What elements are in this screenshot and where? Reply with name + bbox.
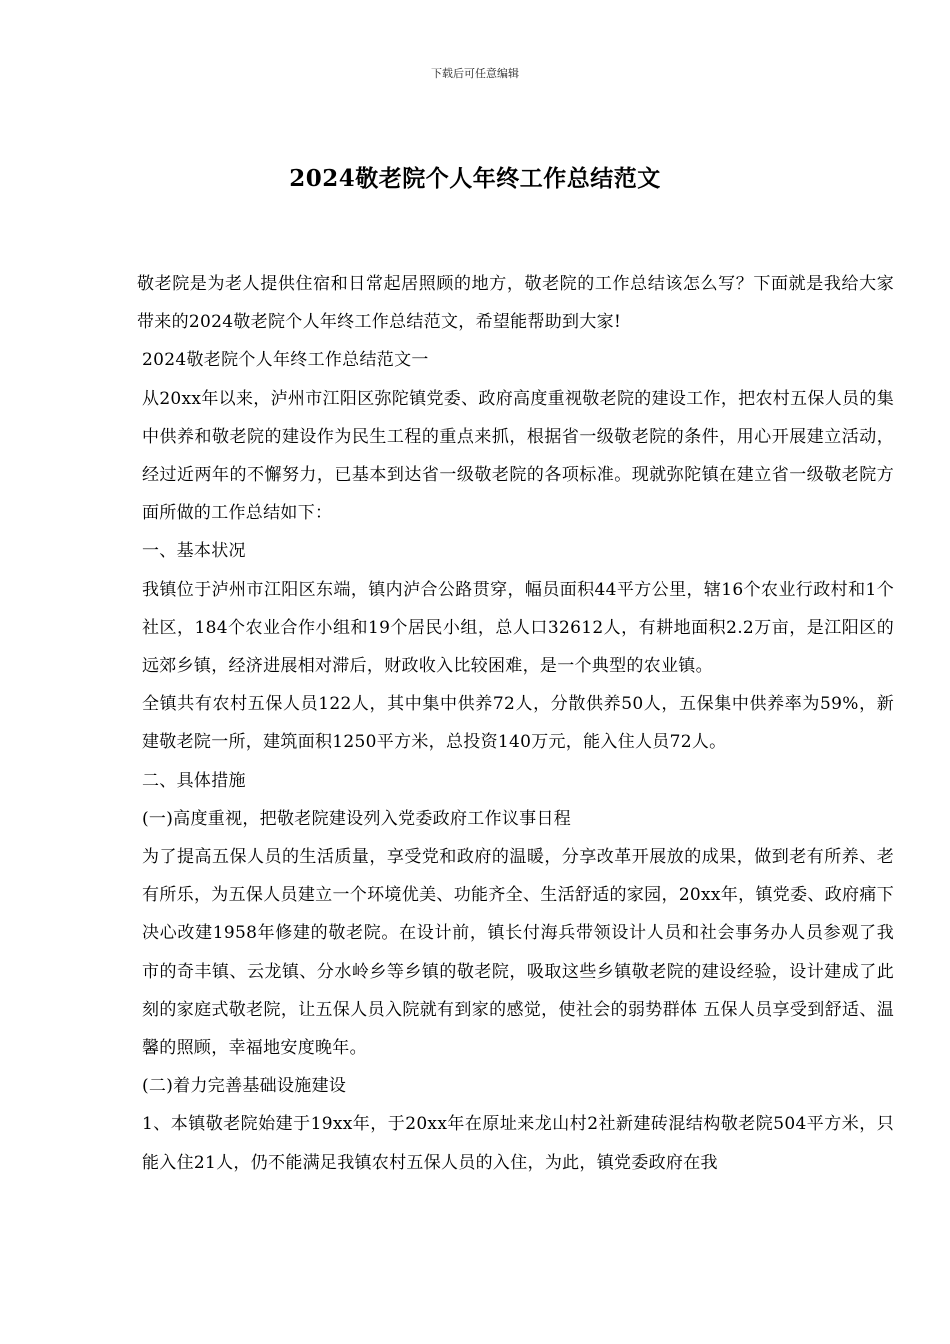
body-paragraph: 从20xx年以来，泸州市江阳区弥陀镇党委、政府高度重视敬老院的建设工作，把农村五保人员的集中供养和敬老院的建设作为民生工程的重点来抓，根据省一级敬老院的条件，用心开展建立活动，经过近两年的不懈努力，已基本到达省一级敬老院的各项标准。现就弥陀镇在建立省一级敬老院方面所做的工作总结如下： <box>142 388 894 524</box>
intro-paragraph: 敬老院是为老人提供住宿和日常起居照顾的地方，敬老院的工作总结该怎么写？下面就是我给大家带来的2024敬老院个人年终工作总结范文，希望能帮助到大家! <box>137 274 894 333</box>
section-heading-sample-one: 2024敬老院个人年终工作总结范文一 <box>142 350 429 371</box>
body-paragraph: 为了提高五保人员的生活质量，享受党和政府的温暖，分享改革开展放的成果，做到老有所养、老有所乐，为五保人员建立一个环境优美、功能齐全、生活舒适的家园，20xx年，镇党委、政府痛下决心改建1958年修建的敬老院。在设计前，镇长付海兵带领设计人员和社会事务办人员参观了我市的奇丰镇、云龙镇、分水岭乡等乡镇的敬老院，吸取这些乡镇敬老院的建设经验，设计建成了此刻的家庭式敬老院，让五保人员入院就有到家的感觉，使社会的弱势群体 五保人员享受到舒适、温馨的照顾，幸福地安度晚年。 <box>142 847 894 1059</box>
section-heading-measures: 二、具体措施 <box>142 770 246 791</box>
section-heading-basic-situation: 一、基本状况 <box>142 541 246 562</box>
document-body <box>137 265 894 1182</box>
body-paragraph: 我镇位于泸州市江阳区东端，镇内泸合公路贯穿，幅员面积44平方公里，辖16个农业行政村和1个社区，184个农业合作小组和19个居民小组，总人口32612人，有耕地面积2.2万亩，是江阳区的远郊乡镇，经济进展相对滞后，财政收入比较困难，是一个典型的农业镇。 <box>142 579 894 677</box>
document-title: 2024敬老院个人年终工作总结范文 <box>289 165 661 192</box>
subsection-heading: (一)高度重视，把敬老院建设列入党委政府工作议事日程 <box>142 808 572 829</box>
subsection-heading: (二)着力完善基础设施建设 <box>142 1076 347 1097</box>
body-paragraph: 全镇共有农村五保人员122人，其中集中供养72人，分散供养50人，五保集中供养率为59%，新建敬老院一所，建筑面积1250平方米，总投资140万元，能入住人员72人。 <box>142 694 894 753</box>
body-paragraph: 1、本镇敬老院始建于19xx年，于20xx年在原址来龙山村2社新建砖混结构敬老院504平方米，只能入住21人，仍不能满足我镇农村五保人员的入住，为此，镇党委政府在我 <box>142 1114 894 1173</box>
page-header-note: 下载后可任意编辑 <box>431 67 519 80</box>
